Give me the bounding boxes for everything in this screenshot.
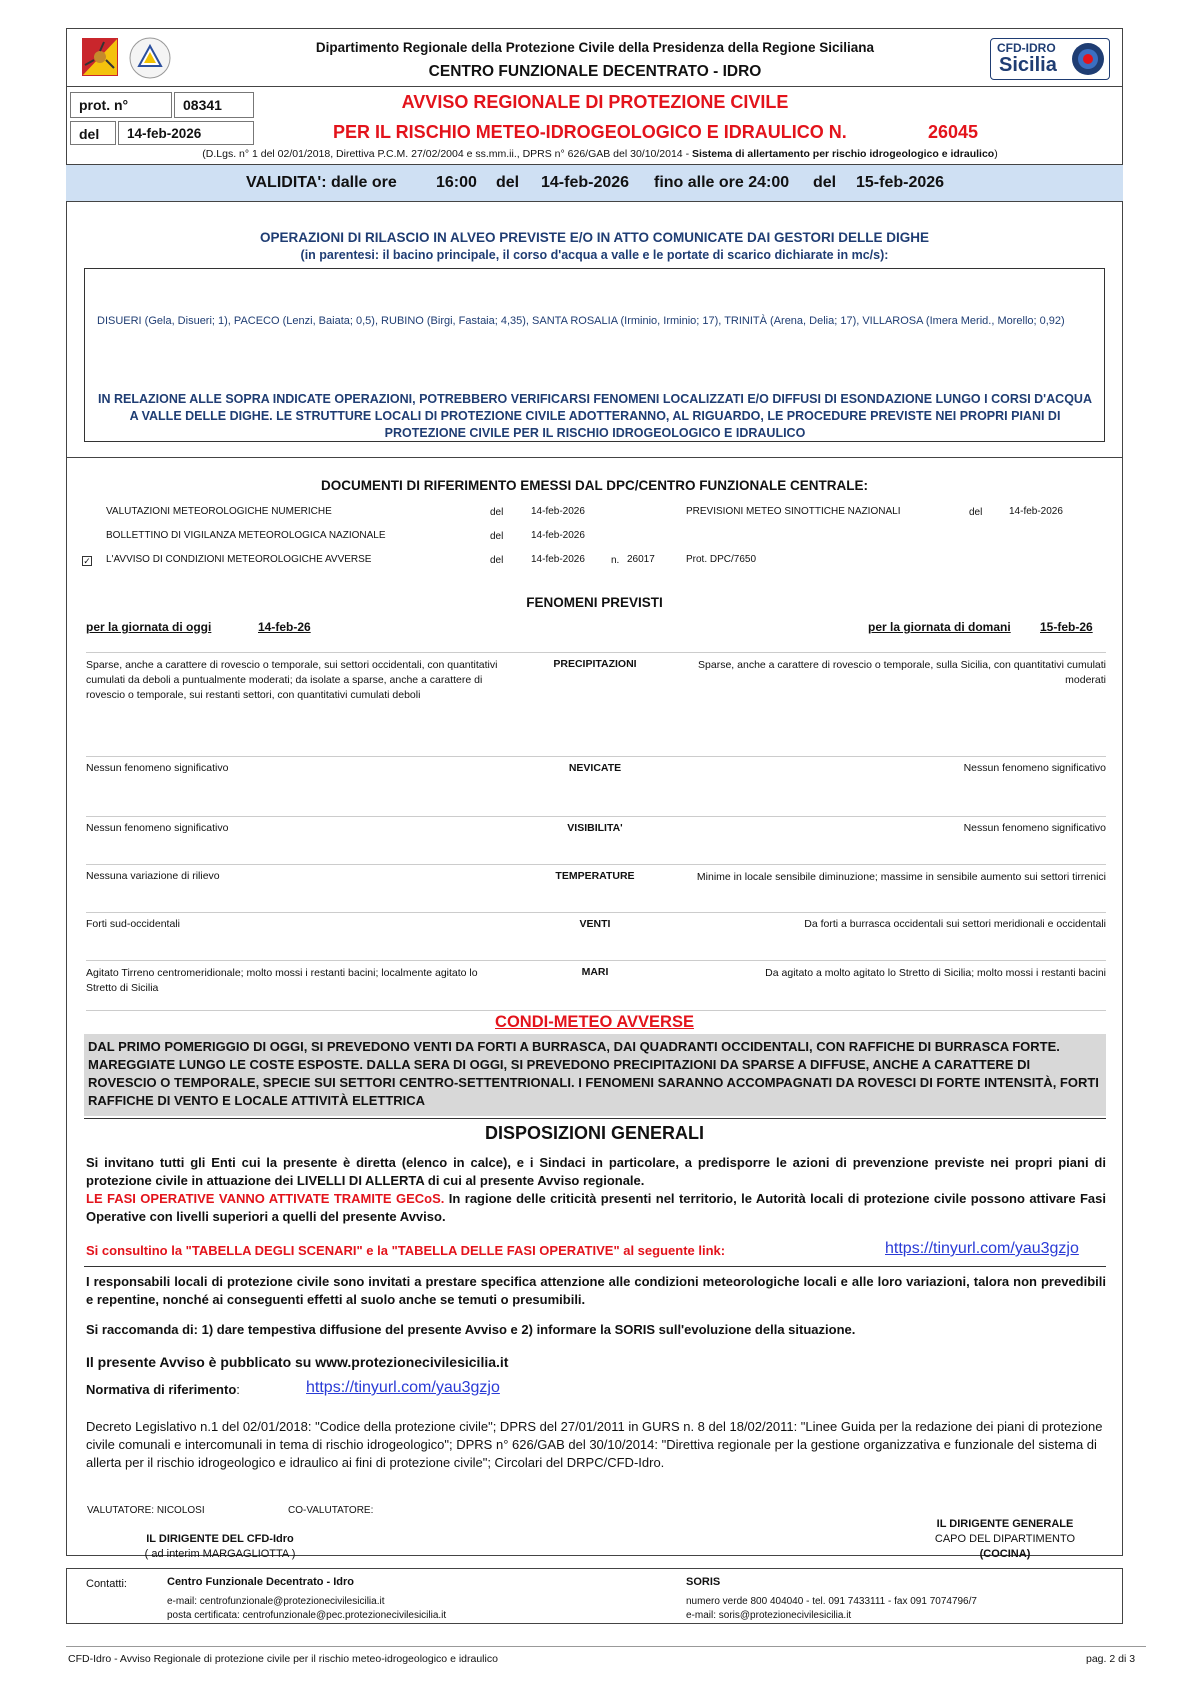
checkmark-icon: ✓ <box>83 556 91 566</box>
fenomeno-tomorrow: Nessun fenomeno significativo <box>963 822 1106 834</box>
disposizioni-p6: Il presente Avviso è pubblicato su www.protezionecivilesicilia.it <box>86 1354 509 1370</box>
decreto-text: Decreto Legislativo n.1 del 02/01/2018: "Codice della protezione civile"; DPRS del 27/01/2011 in GURS n. 8 del 18/02/2011: "Linee Guida per la redazione dei piani di protezione civile comunali e intercomunali in tema di rischio idrogeologico"; DPRS n° 626/GAB del 30/10/2014: "Direttiva regionale per la gestione organizzativa e funzionale del sistema di allerta per il rischio idrogeologico e idraulico ai fini di protezione civile"; Circolari del DRPC/CFD-Idro. <box>86 1419 1103 1470</box>
gecos-notice: LE FASI OPERATIVE VANNO ATTIVATE TRAMITE GECoS. <box>86 1191 445 1206</box>
fenomeno-today: Nessun fenomeno significativo <box>86 762 229 774</box>
validita-to-label: fino alle ore 24:00 <box>654 174 790 191</box>
validita-del2: del <box>813 174 837 191</box>
fenomeni-separator <box>86 864 1106 865</box>
sicily-flag-logo <box>82 38 118 76</box>
condi-text-box <box>84 1034 1106 1116</box>
fenomeno-tomorrow: Da agitato a molto agitato lo Stretto di Sicilia; molto mossi i restanti bacini <box>765 967 1106 979</box>
validita-label: VALIDITA': dalle ore <box>246 174 397 191</box>
fenomeno-tomorrow: Nessun fenomeno significativo <box>963 762 1106 774</box>
footer-right: pag. 2 di 3 <box>1086 1653 1136 1665</box>
doc-row3-checkbox[interactable] <box>82 556 92 566</box>
documenti-heading: DOCUMENTI DI RIFERIMENTO EMESSI DAL DPC/CENTRO FUNZIONALE CENTRALE: <box>320 478 868 493</box>
doc-row2-name: BOLLETTINO DI VIGILANZA METEOROLOGICA NAZIONALE <box>106 530 386 541</box>
del-value-box <box>118 121 254 145</box>
prot-label-box <box>70 92 172 118</box>
doc-row3-num: 26017 <box>627 554 655 565</box>
co-valutatore: CO-VALUTATORE: <box>288 1505 374 1516</box>
scenari-notice: Si consultino la "TABELLA DEGLI SCENARI" e la "TABELLA DELLE FASI OPERATIVE" al seguente link: <box>86 1243 726 1258</box>
dighe-warning: IN RELAZIONE ALLE SOPRA INDICATE OPERAZIONI, POTREBBERO VERIFICARSI FENOMENI LOCALIZZATI E/O DIFFUSI DI ESONDAZIONE LUNGO I CORSI D'ACQUA A VALLE DELLE DIGHE. LE STRUTTURE LOCALI DI PROTEZIONE CIVILE ADOTTERANNO, AL RIGUARDO, LE PROCEDURE PREVISTE NEI PROPRI PIANI DI PROTEZIONE CIVILE PER IL RISCHIO IDROGEOLOGICO E IDRAULICO <box>98 392 1092 440</box>
dighe-heading: OPERAZIONI DI RILASCIO IN ALVEO PREVISTE E/O IN ATTO COMUNICATE DAI GESTORI DELLE DIGHE <box>259 230 930 245</box>
doc-row3-del: del <box>490 555 504 566</box>
fenomeno-today: Forti sud-occidentali <box>86 918 180 930</box>
cfd-logo-bottom: Sicilia <box>999 54 1057 76</box>
fenomeno-label: VENTI <box>579 918 611 930</box>
legal-suffix: ) <box>994 148 998 160</box>
protezione-civile-logo <box>128 36 172 80</box>
fenomeno-label: MARI <box>581 966 609 978</box>
centro-title: CENTRO FUNZIONALE DECENTRATO - IDRO <box>428 63 762 80</box>
dirigente-cfd: IL DIRIGENTE DEL CFD-Idro <box>146 1533 294 1545</box>
fenomeni-separator <box>86 756 1106 757</box>
doc-row1-name: VALUTAZIONI METEOROLOGICHE NUMERICHE <box>106 506 332 517</box>
prot-value-box <box>174 92 254 118</box>
soris-email: e-mail: soris@protezionecivilesicilia.it <box>686 1610 852 1621</box>
fenomeno-label: TEMPERATURE <box>555 870 635 882</box>
oggi-label: per la giornata di oggi <box>86 620 212 634</box>
disposizioni-p5: Si raccomanda di: 1) dare tempestiva diffusione del presente Avviso e 2) informare la SORIS sull'evoluzione della situazione. <box>86 1322 856 1337</box>
condi-bottom-line <box>84 1118 1106 1119</box>
doc-row1b-name: PREVISIONI METEO SINOTTICHE NAZIONALI <box>686 506 901 517</box>
legal-prefix: (D.Lgs. n° 1 del 02/01/2018, Direttiva P.C.M. 27/02/2004 e ss.mm.ii., DPRS n° 626/GAB del 30/10/2014 - <box>202 148 692 160</box>
prot-value: 08341 <box>183 97 222 113</box>
fenomeno-tomorrow: Da forti a burrasca occidentali sui settori meridionali e occidentali <box>804 918 1106 930</box>
disposizioni-p4: I responsabili locali di protezione civile sono invitati a prestare specifica attenzione alle condizioni meteorologiche locali e alle loro variazioni, talora non prevedibili e repentine, nonché ai conseguenti effetti al suolo anche se temuti o presumibili. <box>86 1274 1106 1307</box>
fenomeno-today: Sparse, anche a carattere di rovescio o temporale, sui settori occidentali, con quantitativi cumulati da deboli a puntualmente moderati; da isolate a sparse, anche a carattere di rovescio o temporale, sui restanti settori, con quantitativi cumulati deboli <box>86 659 498 701</box>
condi-heading: CONDI-METEO AVVERSE <box>495 1013 694 1031</box>
fenomeni-heading: FENOMENI PREVISTI <box>526 595 663 610</box>
soris-phone: numero verde 800 404040 - tel. 091 7433111 - fax 091 7074796/7 <box>686 1596 977 1607</box>
normativa-label-text: Normativa di riferimento <box>86 1382 237 1397</box>
dighe-list: DISUERI (Gela, Disueri; 1), PACECO (Lenzi, Baiata; 0,5), RUBINO (Birgi, Fastaia; 4,35), SANTA ROSALIA (Irminio, Irminio; 17), TRINITÀ (Arena, Delia; 17), VILLAROSA (Imera Merid., Morello; 0,92) <box>97 315 1065 327</box>
domani-label: per la giornata di domani <box>868 620 1011 634</box>
del-value: 14-feb-2026 <box>127 126 202 141</box>
fenomeni-separator <box>86 652 1106 653</box>
fenomeno-label: VISIBILITA' <box>567 822 623 834</box>
dirigente-cfd-sub: ( ad interim MARGAGLIOTTA ) <box>144 1548 296 1560</box>
legal-references <box>120 148 1080 160</box>
contatti-label: Contatti: <box>86 1578 127 1590</box>
cfd-email: e-mail: centrofunzionale@protezionecivilesicilia.it <box>167 1596 385 1607</box>
disposizioni-divider <box>84 1266 1106 1267</box>
fenomeni-separator <box>86 912 1106 913</box>
title-line2: PER IL RISCHIO METEO-IDROGEOLOGICO E IDRAULICO N. <box>333 122 847 142</box>
validita-to-date: 15-feb-2026 <box>856 174 945 191</box>
validita-del1: del <box>496 174 520 191</box>
oggi-date: 14-feb-26 <box>258 620 311 634</box>
valutatore: VALUTATORE: NICOLOSI <box>87 1505 205 1516</box>
header-divider <box>66 86 1123 87</box>
cfd-logo-top: CFD-IDRO <box>997 41 1056 55</box>
footer-line <box>66 1646 1146 1647</box>
doc-row1b-date: 14-feb-2026 <box>1009 506 1063 517</box>
scenari-link[interactable]: https://tinyurl.com/yau3gzjo <box>885 1240 1079 1257</box>
dept-line: Dipartimento Regionale della Protezione Civile della Presidenza della Regione Siciliana <box>315 40 875 55</box>
fenomeno-label: PRECIPITAZIONI <box>553 658 637 670</box>
validita-from-date: 14-feb-2026 <box>541 174 630 191</box>
normativa-link[interactable]: https://tinyurl.com/yau3gzjo <box>306 1379 500 1396</box>
legal-bold: Sistema di allertamento per rischio idrogeologico e idraulico <box>691 148 995 160</box>
domani-date: 15-feb-26 <box>1040 620 1093 634</box>
disposizioni-p1: Si invitano tutti gli Enti cui la presente è diretta (elenco in calce), e i Sindaci in particolare, a predisporre le azioni di prevenzione previste nei propri piani di protezione civile in attuazione dei LIVELLI DI ALLERTA di cui al presente Avviso regionale. <box>86 1155 1106 1188</box>
fenomeno-today: Nessuna variazione di rilievo <box>86 870 220 882</box>
fenomeno-today: Agitato Tirreno centromeridionale; molto mossi i restanti bacini; localmente agitato lo Stretto di Sicilia <box>86 967 478 994</box>
fenomeno-tomorrow: Minime in locale sensibile diminuzione; massime in sensibile aumento sui settori tirrenici <box>696 871 1106 883</box>
doc-row1-del: del <box>490 507 504 518</box>
doc-row2-date: 14-feb-2026 <box>531 530 585 541</box>
doc-row3-n: n. <box>611 555 620 566</box>
del-label: del <box>79 126 100 142</box>
doc-row3-name: L'AVVISO DI CONDIZIONI METEOROLOGICHE AVVERSE <box>106 554 372 565</box>
footer-left: CFD-Idro - Avviso Regionale di protezione civile per il rischio meteo-idrogeologico e idraulico <box>68 1653 498 1665</box>
fenomeni-separator <box>86 960 1106 961</box>
dighe-box <box>84 268 1105 442</box>
dirigente-generale-name: (COCINA) <box>979 1548 1031 1560</box>
fenomeno-tomorrow: Sparse, anche a carattere di rovescio o temporale, sulla Sicilia, con quantitativi cumulati moderati <box>698 659 1106 686</box>
del-label-box <box>70 121 116 145</box>
disposizioni-heading: DISPOSIZIONI GENERALI <box>484 1123 705 1143</box>
soris-title: SORIS <box>686 1576 721 1588</box>
cfd-idro-logo <box>990 38 1110 80</box>
normativa-colon: : <box>236 1382 240 1397</box>
doc-row1-date: 14-feb-2026 <box>531 506 585 517</box>
avviso-number: 26045 <box>928 122 979 142</box>
doc-row2-del: del <box>490 531 504 542</box>
validita-bar <box>66 164 1123 202</box>
title-line1: AVVISO REGIONALE DI PROTEZIONE CIVILE <box>401 92 789 112</box>
doc-row3-prot: Prot. DPC/7650 <box>686 554 757 565</box>
fenomeni-separator <box>86 1010 1106 1011</box>
cfd-contact-title: Centro Funzionale Decentrato - Idro <box>167 1576 355 1588</box>
normativa-label <box>86 1382 240 1397</box>
doc-row1b-del: del <box>969 507 983 518</box>
cfd-pec: posta certificata: centrofunzionale@pec.protezionecivilesicilia.it <box>167 1610 447 1621</box>
globe-icon <box>1071 42 1105 81</box>
dighe-divider <box>66 457 1123 458</box>
condi-text: DAL PRIMO POMERIGGIO DI OGGI, SI PREVEDONO VENTI DA FORTI A BURRASCA, DAI QUADRANTI OCCIDENTALI, CON RAFFICHE DI BURRASCA FORTE. MAREGGIATE LUNGO LE COSTE ESPOSTE. DALLA SERA DI OGGI, SI PREVEDONO PRECIPITAZIONI DA SPARSE A DIFFUSE, ANCHE A CARATTERE DI ROVESCIO O TEMPORALE, SPECIE SUI SETTORI CENTRO-SETTENTRIONALI. I FENOMENI SARANNO ACCOMPAGNATI DA ROVESCI DI FORTE INTENSITÀ, FORTI RAFFICHE DI VENTO E LOCALE ATTIVITÀ ELETTRICA <box>88 1039 1099 1108</box>
disposizioni-p2 <box>86 1190 1106 1226</box>
doc-row3-date: 14-feb-2026 <box>531 554 585 565</box>
disposizioni-p2-rest: In ragione delle criticità presenti nel territorio, le Autorità locali di protezione civile possono attivare Fasi Operative con livelli superiori a quelli del presente Avviso. <box>86 1191 1106 1224</box>
fenomeno-label: NEVICATE <box>568 762 622 774</box>
dighe-subheading: (in parentesi: il bacino principale, il corso d'acqua a valle e le portate di scarico dichiarate in mc/s): <box>300 248 889 262</box>
fenomeni-separator <box>86 816 1106 817</box>
fenomeno-today: Nessun fenomeno significativo <box>86 822 229 834</box>
dirigente-generale: IL DIRIGENTE GENERALE <box>936 1518 1074 1530</box>
prot-label: prot. n° <box>79 97 129 113</box>
dirigente-generale-sub: CAPO DEL DIPARTIMENTO <box>934 1533 1076 1545</box>
validita-from-time: 16:00 <box>436 174 477 191</box>
